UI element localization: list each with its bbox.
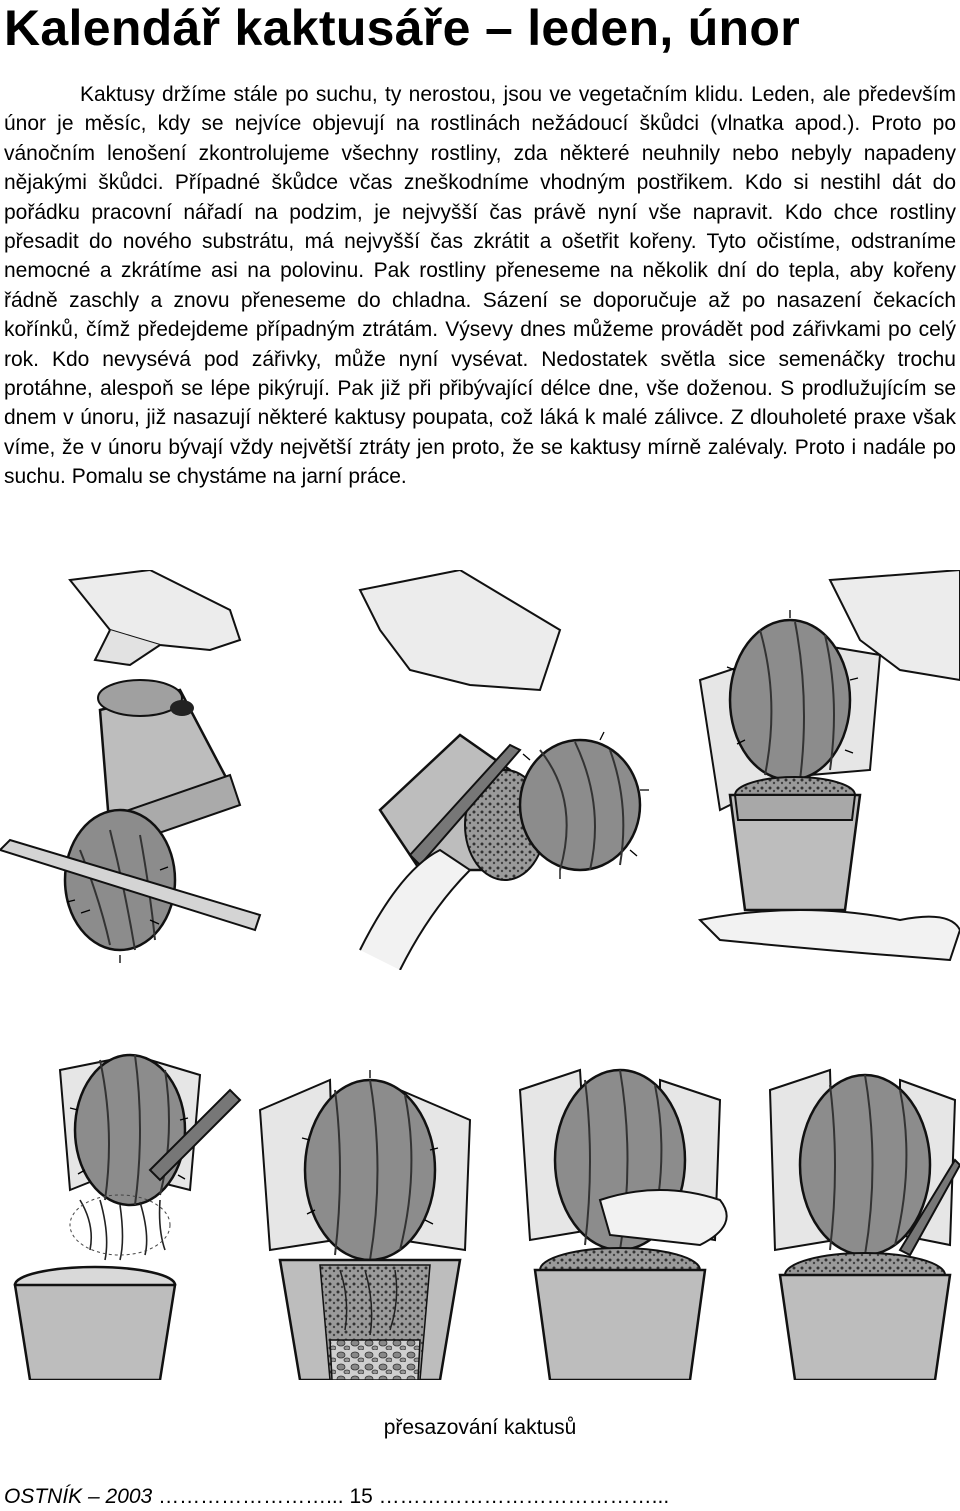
journal-name: OSTNÍK – 2003 — [4, 1485, 153, 1508]
step-fill-substrate — [520, 1070, 727, 1380]
step-cactus-with-roots — [15, 1055, 240, 1380]
repotting-illustration-top — [0, 570, 960, 970]
article-title: Kalendář kaktusáře – leden, únor — [4, 0, 801, 56]
step-cutaway-pot — [260, 1070, 470, 1380]
page-footer — [4, 1484, 956, 1510]
illustration-caption: přesazování kaktusů — [383, 1416, 577, 1439]
step-remove-cactus — [360, 570, 649, 970]
step-knock-out-pot — [0, 570, 260, 963]
repotting-illustration-bottom — [0, 1050, 960, 1380]
article-body: Kaktusy držíme stále po suchu, ty nerostou, jsou ve vegetačním klidu. Leden, ale především únor je měsíc, kdy se nejvíce objevují na rostlinách nežádoucí škůdci (vlnatka apod.). Proto po vánočním lenošení zkontrolujeme všechny rostliny, zda některé neuhnily nebo nebyly napadeny nějakými škůdci. Případné škůdce včas zneškodníme vhodným postřikem. Kdo si nestihl dát do pořádku pracovní nářadí na podzim, je nejvyšší čas právě nyní vše napravit. Kdo chce rostliny přesadit do nového substrátu, má nejvyšší čas zkrátit a ošetřit kořeny. Tyto očistíme, odstraníme nemocné a zkrátíme asi na polovinu. Pak rostliny přeneseme na několik dní do tepla, aby kořeny řádně zaschly a znovu přeneseme do chladna. Sázení se doporučuje až po nasazení čekacích kořínků, čímž předejdeme případným ztrátám. Výsevy dnes můžeme provádět pod zářivkami po celý rok. Kdo nevysévá pod zářivky, může nyní vysévat. Nedostatek světla sice semenáčky trochu protáhne, alespoň se lépe pikýrují. Pak již při přibývající délce dne, vše doženou. S prodlužujícím se dnem v únoru, již nasazují některé kaktusy poupata, což láká k malé zálivce. Z dlouholeté praxe však víme, že v únoru bývají vždy největší ztráty jen proto, že se kaktusy mírně zalévaly. Proto i nadále po suchu. Pomalu se chystáme na jarní práce. — [4, 83, 956, 489]
step-hold-with-collar — [700, 570, 960, 960]
footer-dots-left: ……………………... — [158, 1485, 344, 1508]
step-final-planting — [770, 1070, 960, 1380]
page-number: 15 — [349, 1485, 373, 1508]
footer-dots-right: …………………………………... — [378, 1485, 670, 1508]
